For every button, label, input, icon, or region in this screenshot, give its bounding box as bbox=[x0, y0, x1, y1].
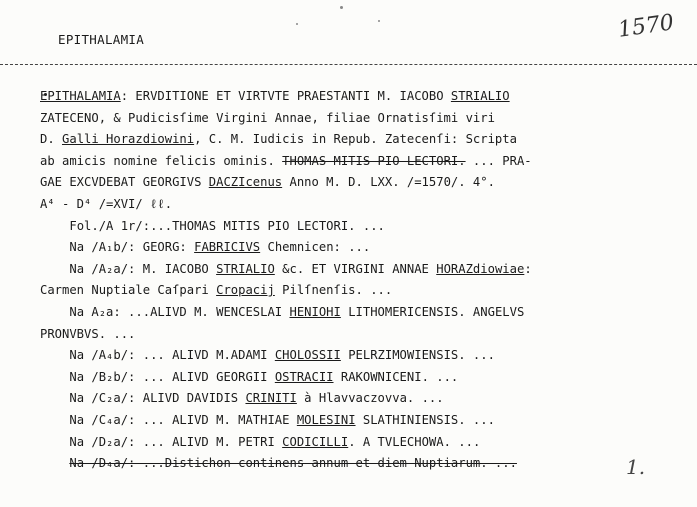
underlined-name: CHOLOSSII bbox=[274, 348, 341, 363]
header-divider bbox=[0, 64, 697, 65]
struck-text: Na /D₄a/: ...Distichon continens annum et diem Nuptiarum. ... bbox=[69, 456, 517, 471]
entry-text: GAE EXCVDEBAT GEORGIVS bbox=[40, 175, 209, 190]
paper-speck bbox=[340, 6, 343, 9]
entry-text: Carmen Nuptiale Caſpari bbox=[40, 283, 217, 298]
underlined-name: HORAZdiowiae bbox=[436, 261, 525, 276]
entry-text: Fol./A 1r/:...THOMAS MITIS PIO LECTORI. ... bbox=[69, 218, 385, 233]
entry-line-5 bbox=[40, 172, 680, 194]
entry-text: Na /A₂a/: M. IACOBO bbox=[69, 261, 217, 276]
entry-text: Na /B₂b/: ... ALIVD GEORGII bbox=[69, 369, 275, 384]
underlined-name: STRIALIO bbox=[450, 89, 510, 103]
entry-text: . A TVLECHOWA. ... bbox=[348, 434, 481, 449]
entry-text: : bbox=[524, 261, 532, 276]
entry-line-11 bbox=[40, 302, 680, 324]
underlined-name: DACZIcenus bbox=[208, 175, 283, 190]
entry-line-6 bbox=[40, 194, 680, 216]
underlined-name: HENIOHI bbox=[289, 304, 341, 319]
entry-text: : ERVDITIONE ET VIRTVTE PRAESTANTI M. IACOBO bbox=[120, 89, 451, 103]
card-entry bbox=[40, 86, 680, 475]
entry-line-12 bbox=[40, 324, 680, 346]
entry-text: Anno M. D. LXX. /=1570/. 4°. bbox=[282, 175, 495, 190]
entry-line-8 bbox=[40, 237, 680, 259]
struck-text: THOMAS MITIS PIO LECTORI. bbox=[282, 153, 466, 168]
paper-speck bbox=[378, 20, 380, 22]
entry-text: à Hlavvaczovva. ... bbox=[296, 391, 444, 406]
entry-title: EPITHALAMIA bbox=[40, 89, 121, 103]
underlined-name: Cropacij bbox=[216, 283, 275, 298]
entry-text: &c. ET VIRGINI ANNAE bbox=[274, 261, 437, 276]
entry-line-7 bbox=[40, 216, 680, 238]
entry-text: ab amicis nomine felicis ominis. bbox=[40, 153, 283, 168]
underlined-name: Galli Horazdiowini bbox=[62, 132, 195, 147]
entry-text: Na /C₄a/: ... ALIVD M. MATHIAE bbox=[69, 412, 297, 427]
entry-line-3 bbox=[40, 129, 680, 151]
entry-text: PELRZIMOWIENSIS. ... bbox=[340, 348, 495, 363]
entry-text: ... PRA- bbox=[465, 153, 532, 168]
entry-text: Na /D₂a/: ... ALIVD M. PETRI bbox=[69, 434, 283, 449]
entry-text: D. bbox=[40, 132, 63, 147]
entry-line-15 bbox=[40, 388, 680, 410]
entry-text: PRONVBVS. ... bbox=[40, 326, 136, 341]
entry-line-1 bbox=[40, 86, 680, 108]
entry-line-18 bbox=[40, 453, 680, 475]
entry-line-4 bbox=[40, 151, 680, 173]
entry-line-13 bbox=[40, 345, 680, 367]
entry-line-17 bbox=[40, 432, 680, 454]
entry-text: Na /C₂a/: ALIVD DAVIDIS bbox=[69, 391, 246, 406]
entry-line-10 bbox=[40, 280, 680, 302]
entry-line-9 bbox=[40, 259, 680, 281]
entry-text: , C. M. Iudicis in Repub. Zatecenſi: Scripta bbox=[194, 132, 517, 147]
entry-text: RAKOWNICENI. ... bbox=[333, 369, 459, 384]
entry-text: SLATHINIENSIS. ... bbox=[355, 412, 495, 427]
entry-text: Na A₂a: ...ALIVD M. WENCESLAI bbox=[69, 304, 290, 319]
entry-text: LITHOMERICENSIS. ANGELVS bbox=[340, 304, 525, 319]
entry-text: Na /A₄b/: ... ALIVD M.ADAMI bbox=[69, 348, 275, 363]
paper-speck bbox=[296, 23, 298, 25]
entry-text: ZATECENO, & Pudicisſime Virgini Annae, filiae Ornatisſimi viri bbox=[40, 110, 495, 125]
underlined-name: FABRICIVS bbox=[194, 240, 261, 255]
entry-text: Pilſnenſis. ... bbox=[274, 283, 393, 298]
underlined-name: MOLESINI bbox=[296, 412, 356, 427]
entry-line-14 bbox=[40, 367, 680, 389]
entry-line-16 bbox=[40, 410, 680, 432]
underlined-name: STRIALIO bbox=[216, 261, 275, 276]
handwritten-year: 1570 bbox=[616, 10, 676, 43]
underlined-name: OSTRACII bbox=[274, 369, 334, 384]
collation-text: A⁴ - D⁴ /=XVI/ ℓℓ. bbox=[40, 196, 173, 211]
handwritten-mark: 1. bbox=[626, 455, 646, 479]
card-header-title: EPITHALAMIA bbox=[58, 32, 145, 47]
entry-text: Chemnicen: ... bbox=[260, 240, 371, 255]
entry-text: Na /A₁b/: GEORG: bbox=[69, 240, 195, 255]
underlined-name: CODICILLI bbox=[282, 434, 349, 449]
underlined-name: CRINITI bbox=[245, 391, 297, 406]
entry-line-2 bbox=[40, 108, 680, 130]
